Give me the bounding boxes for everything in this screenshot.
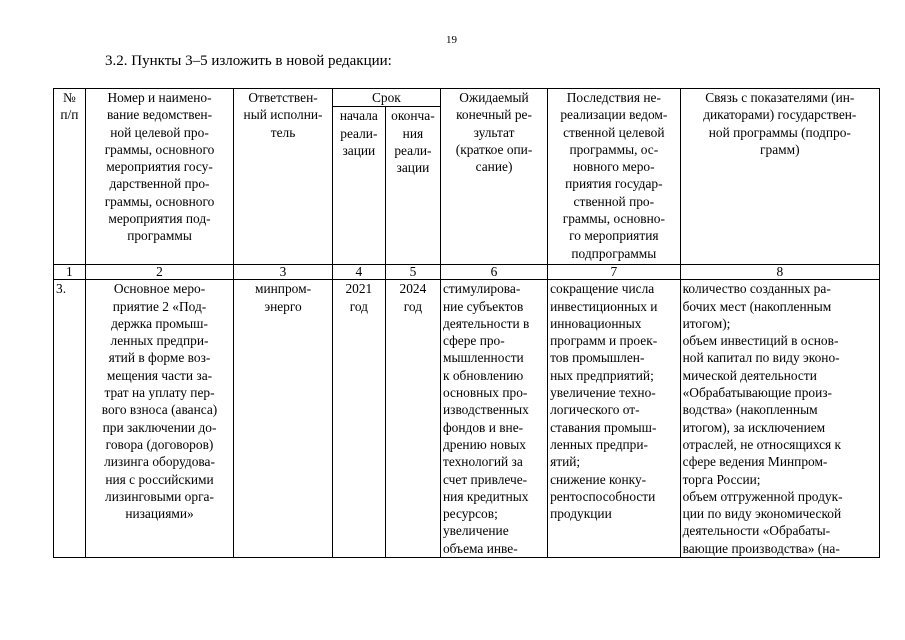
text-line: инвестиционных и: [550, 298, 658, 314]
text-line: мещения части за-: [106, 367, 213, 383]
text-line: увеличение техно-: [550, 385, 656, 401]
text-line: (краткое опи-: [455, 141, 533, 157]
text-line: трат на уплату пер-: [104, 385, 215, 401]
text-line: 2021: [345, 281, 373, 297]
page-number: 19: [446, 34, 457, 46]
text-line: низациями»: [125, 506, 194, 522]
column-number: 5: [385, 265, 440, 280]
text-line: фондов и вне-: [442, 419, 524, 435]
text-line: вого взноса (аванса): [101, 402, 218, 418]
text-line: сфере про-: [442, 333, 505, 349]
text-line: ятий в форме воз-: [108, 350, 211, 366]
text-line: торга России;: [682, 471, 761, 487]
text-line: ресурсов;: [442, 506, 498, 522]
column-number: 2: [85, 265, 233, 280]
text-line: конечный ре-: [456, 107, 532, 123]
column-number: 7: [548, 265, 681, 280]
text-line: снижение конку-: [550, 471, 647, 487]
text-line: ленных предпри-: [110, 333, 209, 349]
text-line: технологий за: [442, 454, 523, 470]
text-line: Основное меро-: [113, 281, 206, 297]
text-line: говора (договоров): [105, 436, 214, 452]
text-line: реали-: [394, 142, 432, 158]
header-name: [85, 89, 233, 265]
text-line: деятельности в: [442, 315, 530, 331]
text-line: отраслей, не относящихся к: [682, 436, 842, 452]
column-numbers-row: [54, 265, 880, 280]
text-line: объем отгруженной продук-: [682, 488, 843, 504]
text-line: итогом);: [682, 315, 731, 331]
text-line: тель: [270, 124, 296, 140]
text-line: подпрограммы: [571, 245, 657, 261]
header-row: [54, 89, 880, 107]
text-line: счет привлече-: [442, 471, 528, 487]
text-line: сфере ведения Минпром-: [682, 454, 828, 470]
text-line: основных про-: [442, 385, 528, 401]
text-line: №: [63, 90, 76, 105]
text-line: рентоспособности: [550, 488, 656, 504]
text-line: минпром-: [255, 281, 312, 297]
header-consequences: [548, 89, 681, 265]
text-line: держка промыш-: [111, 315, 208, 331]
text-line: граммы, основного: [104, 141, 215, 157]
text-line: Номер и наимено-: [107, 90, 212, 105]
text-line: программ и проек-: [550, 333, 658, 349]
row-start: [332, 280, 385, 558]
text-line: ции по виду экономической: [682, 506, 842, 522]
text-line: количество созданных ра-: [682, 281, 831, 297]
text-line: вающие производства» (на-: [682, 540, 840, 556]
header-executor: [234, 89, 333, 265]
text-line: итогом), за исключением: [682, 419, 826, 435]
row-executor: [234, 280, 333, 558]
header-term: Срок: [332, 89, 440, 107]
column-number: 6: [440, 265, 547, 280]
text-line: ния: [402, 125, 424, 141]
text-line: программы, ос-: [569, 141, 659, 157]
text-line: новного меро-: [573, 159, 655, 175]
text-line: стимулирова-: [442, 281, 521, 297]
text-line: приятия государ-: [565, 176, 663, 192]
text-line: сание): [475, 159, 513, 175]
text-line: 2024: [399, 281, 427, 297]
text-line: продукции: [550, 506, 612, 522]
text-line: начала: [339, 108, 378, 124]
text-line: изводственных: [442, 402, 529, 418]
text-line: объема инве-: [442, 540, 518, 556]
text-line: ной программы (подпро-: [708, 124, 851, 140]
row-consequences: [548, 280, 681, 558]
text-line: мероприятия госу-: [106, 159, 213, 175]
text-line: го мероприятия: [569, 228, 659, 244]
text-line: Ожидаемый: [459, 90, 529, 105]
text-line: лизинга оборудова-: [104, 454, 215, 470]
table-row: [54, 280, 880, 558]
text-line: энерго: [264, 298, 302, 314]
text-line: Последствия не-: [566, 90, 661, 105]
text-line: ной целевой про-: [110, 124, 209, 140]
text-line: Связь с показателями (ин-: [705, 90, 855, 105]
column-number: 3: [234, 265, 333, 280]
text-line: ния с российскими: [105, 471, 214, 487]
text-line: деятельности «Обрабаты-: [682, 523, 831, 539]
text-line: год: [403, 298, 423, 314]
column-number: 1: [54, 265, 86, 280]
header-end: [385, 107, 440, 265]
text-line: к обновлению: [442, 367, 524, 383]
text-line: ный исполни-: [243, 107, 323, 123]
text-line: зации: [342, 142, 376, 158]
text-line: мероприятия под-: [108, 211, 211, 227]
text-line: вание ведомствен-: [106, 107, 213, 123]
row-result: [440, 280, 547, 558]
row-end: [385, 280, 440, 558]
row-name: [85, 280, 233, 558]
text-line: ние субъектов: [442, 298, 524, 314]
text-line: при заключении до-: [102, 419, 217, 435]
text-line: ятий;: [550, 454, 581, 470]
text-line: ния кредитных: [442, 488, 529, 504]
text-line: лизинговыми орга-: [105, 488, 214, 504]
text-line: оконча-: [391, 108, 435, 124]
text-line: дрению новых: [442, 436, 526, 452]
text-line: п/п: [60, 107, 79, 123]
row-no: 3.: [54, 280, 86, 558]
text-line: год: [349, 298, 368, 314]
text-line: инновационных: [550, 315, 642, 331]
column-number: 4: [332, 265, 385, 280]
text-line: ставания промыш-: [550, 419, 657, 435]
text-line: увеличение: [442, 523, 509, 539]
text-line: мической деятельности: [682, 367, 817, 383]
text-line: мышленности: [442, 350, 524, 366]
text-line: «Обрабатывающие произ-: [682, 385, 833, 401]
text-line: сокращение числа: [550, 281, 655, 297]
text-line: реализации ведом-: [560, 107, 668, 123]
text-line: зультат: [473, 124, 515, 140]
text-line: ственной целевой: [563, 124, 665, 140]
text-line: ленных предпри-: [550, 436, 648, 452]
text-line: ной капитал по виду эконо-: [682, 350, 840, 366]
header-result: [440, 89, 547, 265]
column-number: 8: [680, 265, 879, 280]
intro-text: 3.2. Пункты 3–5 изложить в новой редакции:: [105, 53, 392, 69]
text-line: ственной про-: [573, 193, 655, 209]
text-line: логического от-: [550, 402, 640, 418]
text-line: тов промышлен-: [550, 350, 645, 366]
text-line: грамм): [760, 141, 800, 157]
program-table: [53, 88, 880, 558]
text-line: водства» (накопленным: [682, 402, 818, 418]
text-line: ных предприятий;: [550, 367, 654, 383]
header-link: [680, 89, 879, 265]
text-line: Ответствен-: [248, 90, 318, 105]
text-line: бочих мест (накопленным: [682, 298, 832, 314]
text-line: дарственной про-: [109, 176, 210, 192]
row-link: [680, 280, 879, 558]
text-line: программы: [127, 228, 192, 244]
text-line: приятие 2 «Под-: [112, 298, 207, 314]
header-start: [332, 107, 385, 265]
text-line: объем инвестиций в основ-: [682, 333, 839, 349]
text-line: граммы, основно-: [562, 211, 665, 227]
text-line: граммы, основного: [104, 193, 215, 209]
header-no: [54, 89, 86, 265]
text-line: зации: [396, 160, 430, 176]
text-line: дикаторами) государствен-: [703, 107, 857, 123]
text-line: реали-: [340, 125, 378, 141]
